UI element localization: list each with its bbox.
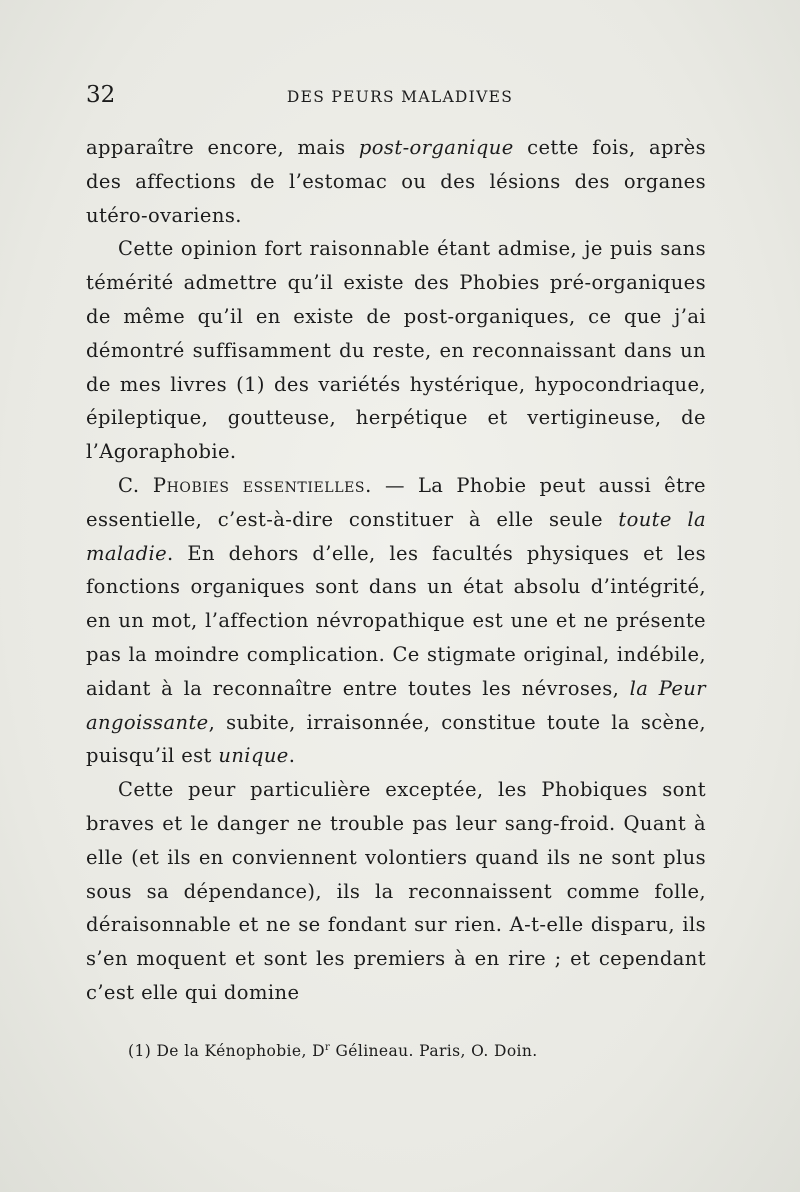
body-text (86, 131, 706, 1010)
emphasis-post-organique: post-organique (358, 136, 514, 159)
emphasis-toute-la-maladie: toute la maladie (86, 507, 706, 565)
paragraph-3-text-2: . En dehors d’elle, les facultés physiques et les fonctions organiques sont dans un état absolu d’intégrité, en un mot, l’affection névropathique est une et ne présente pas la moindre complication. Ce stigmate original, indébile, aidant à la reconnaître entre toutes les névroses, (86, 541, 706, 700)
footnote-text-2: Gélineau. Paris, O. Doin. (330, 1042, 538, 1060)
paragraph-2-text: Cette opinion fort raisonnable étant admise, je puis sans témérité admettre qu’il existe des Phobies pré-organiques de même qu’il en existe de post-organiques, ce que j’ai démontré suffisamment du reste, en reconnaissant dans un de mes livres (1) des variétés hystérique, hypocondriaque, épileptique, goutteuse, herpétique et vertigineuse, de l’Agoraphobie. (86, 237, 706, 464)
paragraph-1 (86, 131, 706, 232)
paragraph-2 (86, 232, 706, 469)
page-header (86, 80, 714, 110)
emphasis-unique: unique (218, 744, 289, 768)
footnote-text-1: (1) De la Kénophobie, D (128, 1042, 325, 1060)
paragraph-1-text-1: apparaître encore, mais (86, 136, 359, 159)
emphasis-la-peur-angoissante: la Peur angoissante (86, 676, 706, 734)
running-title: DES PEURS MALADIVES (286, 88, 514, 106)
paragraph-1-text-2: cette fois, après des affections de l’estomac ou des lésions des organes utéro-ovariens. (86, 136, 706, 227)
paragraph-3 (86, 469, 706, 773)
footnote-superscript: r (324, 1041, 331, 1053)
paragraph-4-text: Cette peur particulière exceptée, les Phobiques sont braves et le danger ne trouble pas leur sang-froid. Quant à elle (et ils en conviennent volontiers quand ils ne sont plus sous sa dépendance), ils la reconnaissent comme folle, déraisonnable et ne se fondant sur rien. A-t-elle disparu, ils s’en moquent et sont les premiers à en rire ; et cependant c’est elle qui domine (86, 778, 706, 1004)
page-number: 32 (86, 82, 116, 108)
section-heading-phobies-essentielles: C. Phobies essentielles. (118, 473, 372, 497)
footnote (128, 1038, 728, 1064)
paragraph-3-text-3: , subite, irraisonnée, constitue toute la scène, puisqu’il est (86, 710, 706, 768)
paragraph-3-text-4: . (288, 744, 296, 768)
paragraph-4 (86, 773, 706, 1010)
paragraph-3-text-1: — La Phobie peut aussi être essentielle, c’est-à-dire constituer à elle seule (86, 473, 706, 531)
